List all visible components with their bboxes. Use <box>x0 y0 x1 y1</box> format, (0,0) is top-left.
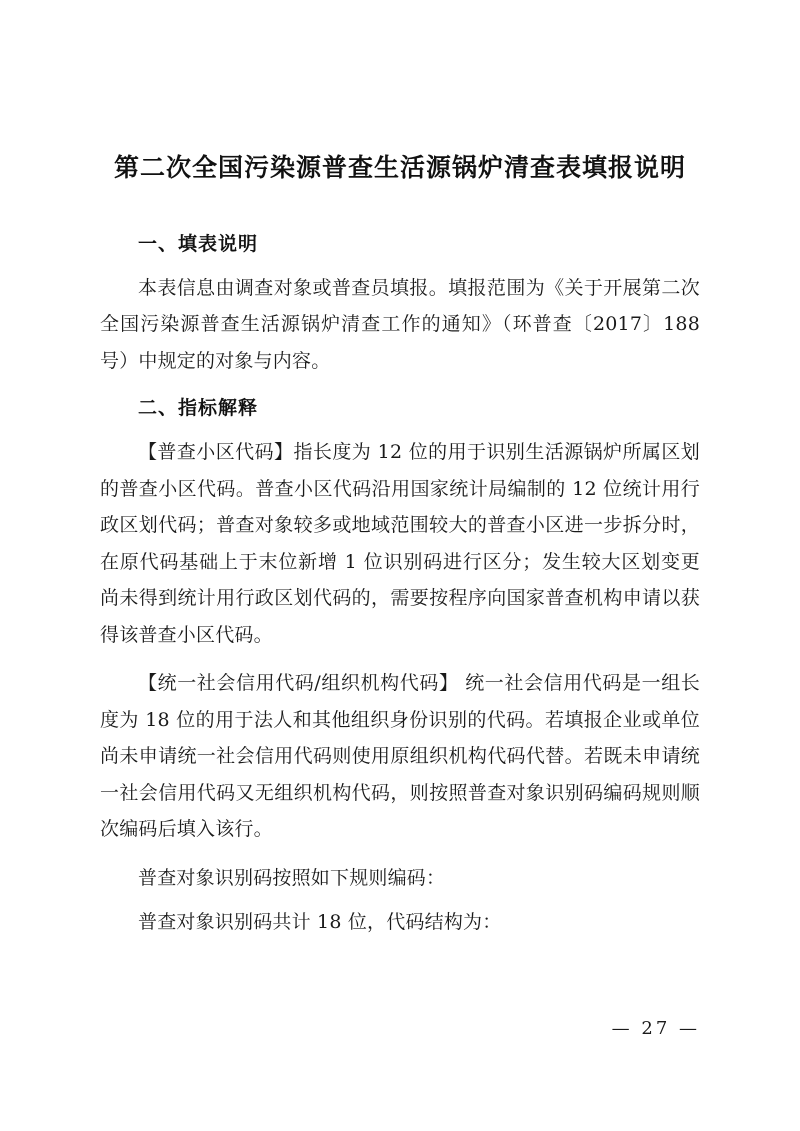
paragraph-identifier-rule-intro: 普查对象识别码按照如下规则编码： <box>138 866 446 889</box>
page-title: 第二次全国污染源普查生活源锅炉清查表填报说明 <box>113 153 686 182</box>
section-heading-indicator-explanation: 二、指标解释 <box>138 397 259 420</box>
paragraph-census-zone-code: 【普查小区代码】指长度为 12 位的用于识别生活源锅炉所属区划的普查小区代码。普查小区代码沿用国家统计局编制的 12 位统计用行政区划代码；普查对象较多或地域范围较大的普查小区进一步拆分时，在原代码基础上于末位新增 1 位识别码进行区分；发生较大区划变更尚未得到统计用行政区划代码的，需要按程序向国家普查机构申请以获得该普查小区代码。 <box>100 441 700 646</box>
paragraph-filling-scope: 本表信息由调查对象或普查员填报。填报范围为《关于开展第二次全国污染源普查生活源锅炉清查工作的通知》（环普查〔2017〕188 号）中规定的对象与内容。 <box>100 277 700 372</box>
paragraph-credit-code: 【统一社会信用代码/组织机构代码】 统一社会信用代码是一组长度为 18 位的用于法人和其他组织身份识别的代码。若填报企业或单位尚未申请统一社会信用代码则使用原组织机构代码代替。若既未申请统一社会信用代码又无组织机构代码，则按照普查对象识别码编码规则顺次编码后填入该行。 <box>100 672 700 841</box>
section-heading-filling-instructions: 一、填表说明 <box>138 233 259 255</box>
page-number: — 27 — <box>611 1018 700 1039</box>
paragraph-identifier-structure: 普查对象识别码共计 18 位，代码结构为： <box>138 911 502 934</box>
